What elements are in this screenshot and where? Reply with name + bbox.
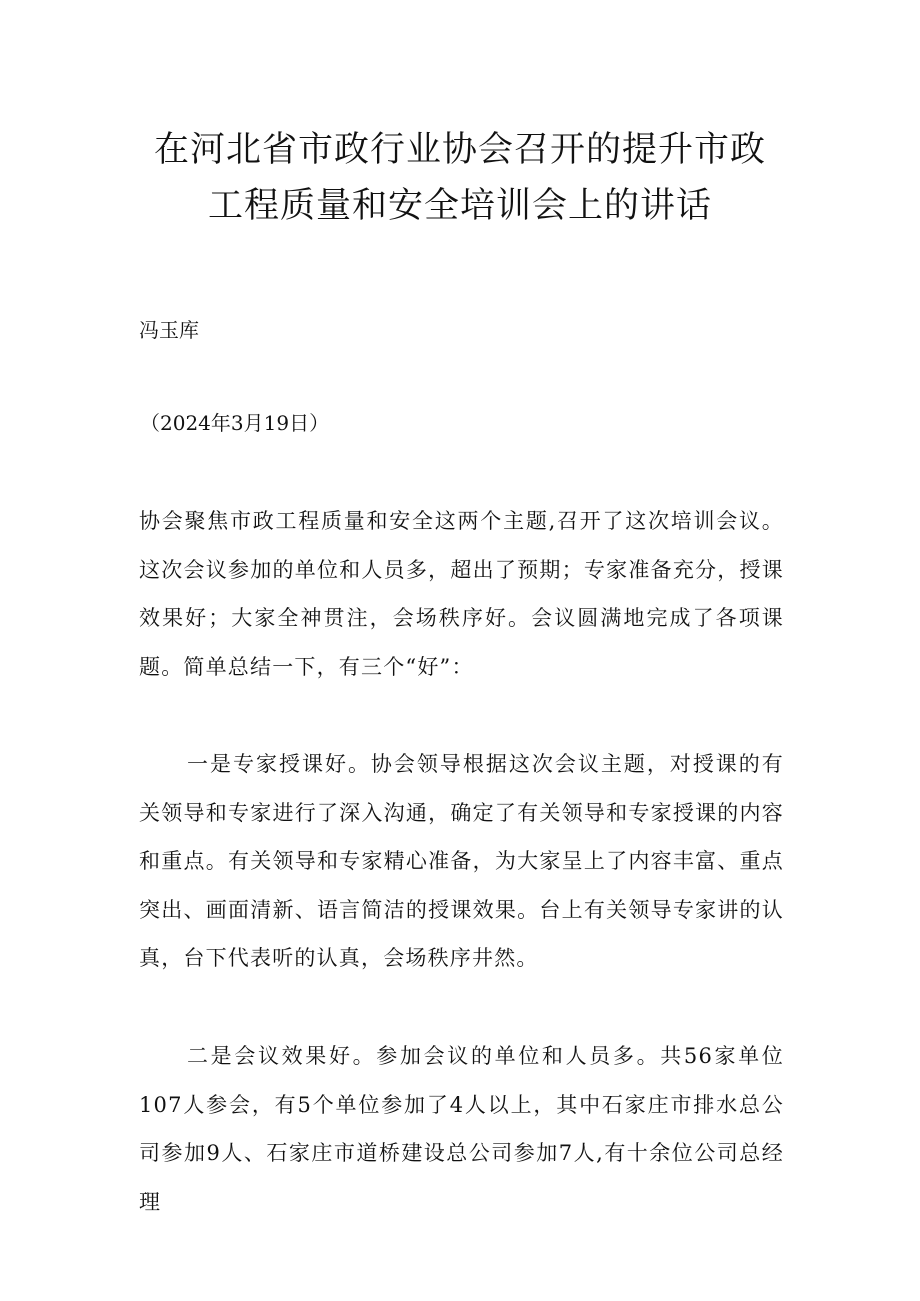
author-name: 冯玉库 [139,318,199,342]
paragraph-intro: 协会聚焦市政工程质量和安全这两个主题,召开了这次培训会议。这次会议参加的单位和人员多，超出了预期；专家准备充分，授课效果好；大家全神贯注，会场秩序好。会议圆满地完成了各项课题。简单总结一下，有三个“好”： [139,509,784,679]
paragraph-meeting-effect: 二是会议效果好。参加会议的单位和人员多。共56家单位107人参会，有5个单位参加了4人以上，其中石家庄市排水总公司参加9人、石家庄市道桥建设总公司参加7人,有十余位公司总经理 [139,1044,784,1214]
speech-date: （2024年3月19日） [140,411,330,435]
document-title: 在河北省市政行业协会召开的提升市政工程质量和安全培训会上的讲话 [153,130,766,226]
paragraph-expert-teaching: 一是专家授课好。协会领导根据这次会议主题，对授课的有关领导和专家进行了深入沟通，确定了有关领导和专家授课的内容和重点。有关领导和专家精心准备，为大家呈上了内容丰富、重点突出、画面清新、语言简洁的授课效果。台上有关领导专家讲的认真，台下代表听的认真，会场秩序井然。 [139,752,784,970]
